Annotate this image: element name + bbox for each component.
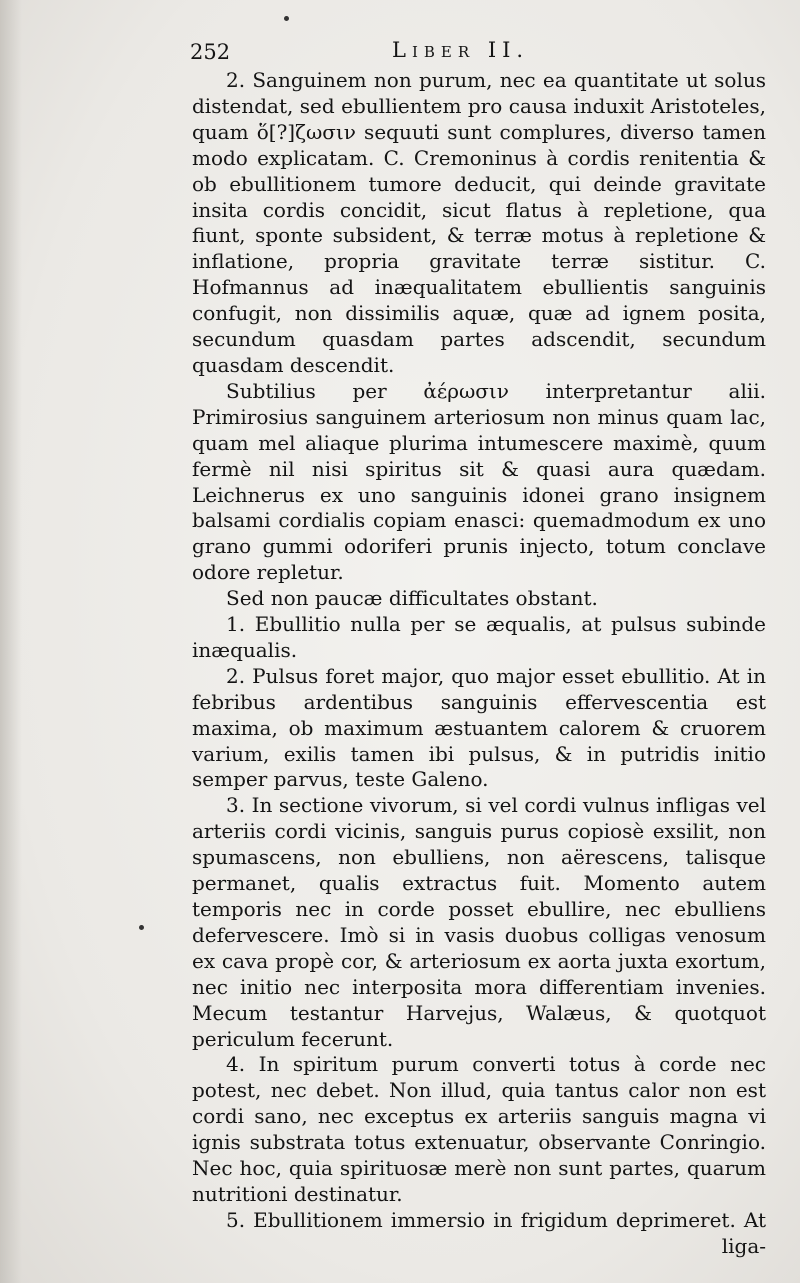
body-text [192,68,766,1260]
paragraph: Sed non paucæ difficultates obstant. [226,586,598,611]
paragraph: 2. Pulsus foret major, quo major esset ebullitio. At in febribus ardentibus sanguinis effervescentia est maxima, ob maximum æstuantem calorem & cruorem varium, exilis tamen ibi pulsus, & in putridis initio semper parvus, teste Galeno. [192,663,766,792]
paragraph: 2. Sanguinem non purum, nec ea quantitate ut solus distendat, sed ebullientem pro causa induxit Aristoteles, quam ὅ[?]ζωσιν sequuti sunt complures, diverso tamen modo explicatam. C. Cremoninus à cordis renitentia & ob ebullitionem tumore deducit, qui deinde gravitate insita cordis concidit, sicut flatus à repletione, qua fiunt, sponte subsident, & terræ motus à repletione & inflatione, propria gravitate terræ sistitur. C. Hofmannus ad inæqualitatem ebullientis sanguinis confugit, non dissimilis aquæ, quæ ad ignem posita, secundum quasdam partes adscendit, secundum quasdam descendit. [192,68,766,377]
paragraph: 1. Ebullitio nulla per se æqualis, at pulsus subinde inæqualis. [192,612,766,662]
ink-speck [284,16,289,21]
paragraph: 4. In spiritum purum converti totus à corde nec potest, nec debet. Non illud, quia tantus calor non est cordi sano, nec exceptus ex arteriis sanguis magna vi ignis substrata totus extenuatur, observante Conringio. Nec hoc, quia spirituosæ merè non sunt partes, quarum nutritioni destinatur. [192,1052,766,1206]
page-header [190,38,766,70]
ink-speck [139,925,144,930]
paragraph: 5. Ebullitionem immersio in frigidum deprimeret. At liga- [226,1207,766,1258]
page-gutter-shadow [0,0,22,1283]
paragraph: Subtilius per ἀέρωσιν interpretantur alii. Primirosius sanguinem arteriosum non minus quam lac, quam mel aliaque plurima intumescere maximè, quum fermè nil nisi spiritus sit & quasi aura quædam. Leichnerus ex uno sanguinis idonei grano insignem balsami cordialis copiam enasci: quemadmodum ex uno grano gummi odoriferi prunis injecto, totum conclave odore repletur. [192,378,766,585]
page-number: 252 [190,40,231,64]
paragraph: 3. In sectione vivorum, si vel cordi vulnus infligas vel arteriis cordi vicinis, sanguis purus copiosè exsilit, non spumascens, non ebulliens, non aërescens, talisque permanet, qualis extractus fuit. Momento autem temporis nec in corde posset ebullire, nec ebulliens defervescere. Imò si in vasis duobus colligas venosum ex cava propè cor, & arteriosum ex aorta juxta exortum, nec initio nec interposita mora differentiam invenies. Mecum testantur Harvejus, Walæus, & quotquot periculum fecerunt. [192,793,766,1051]
running-head: Liber II. [392,38,530,62]
